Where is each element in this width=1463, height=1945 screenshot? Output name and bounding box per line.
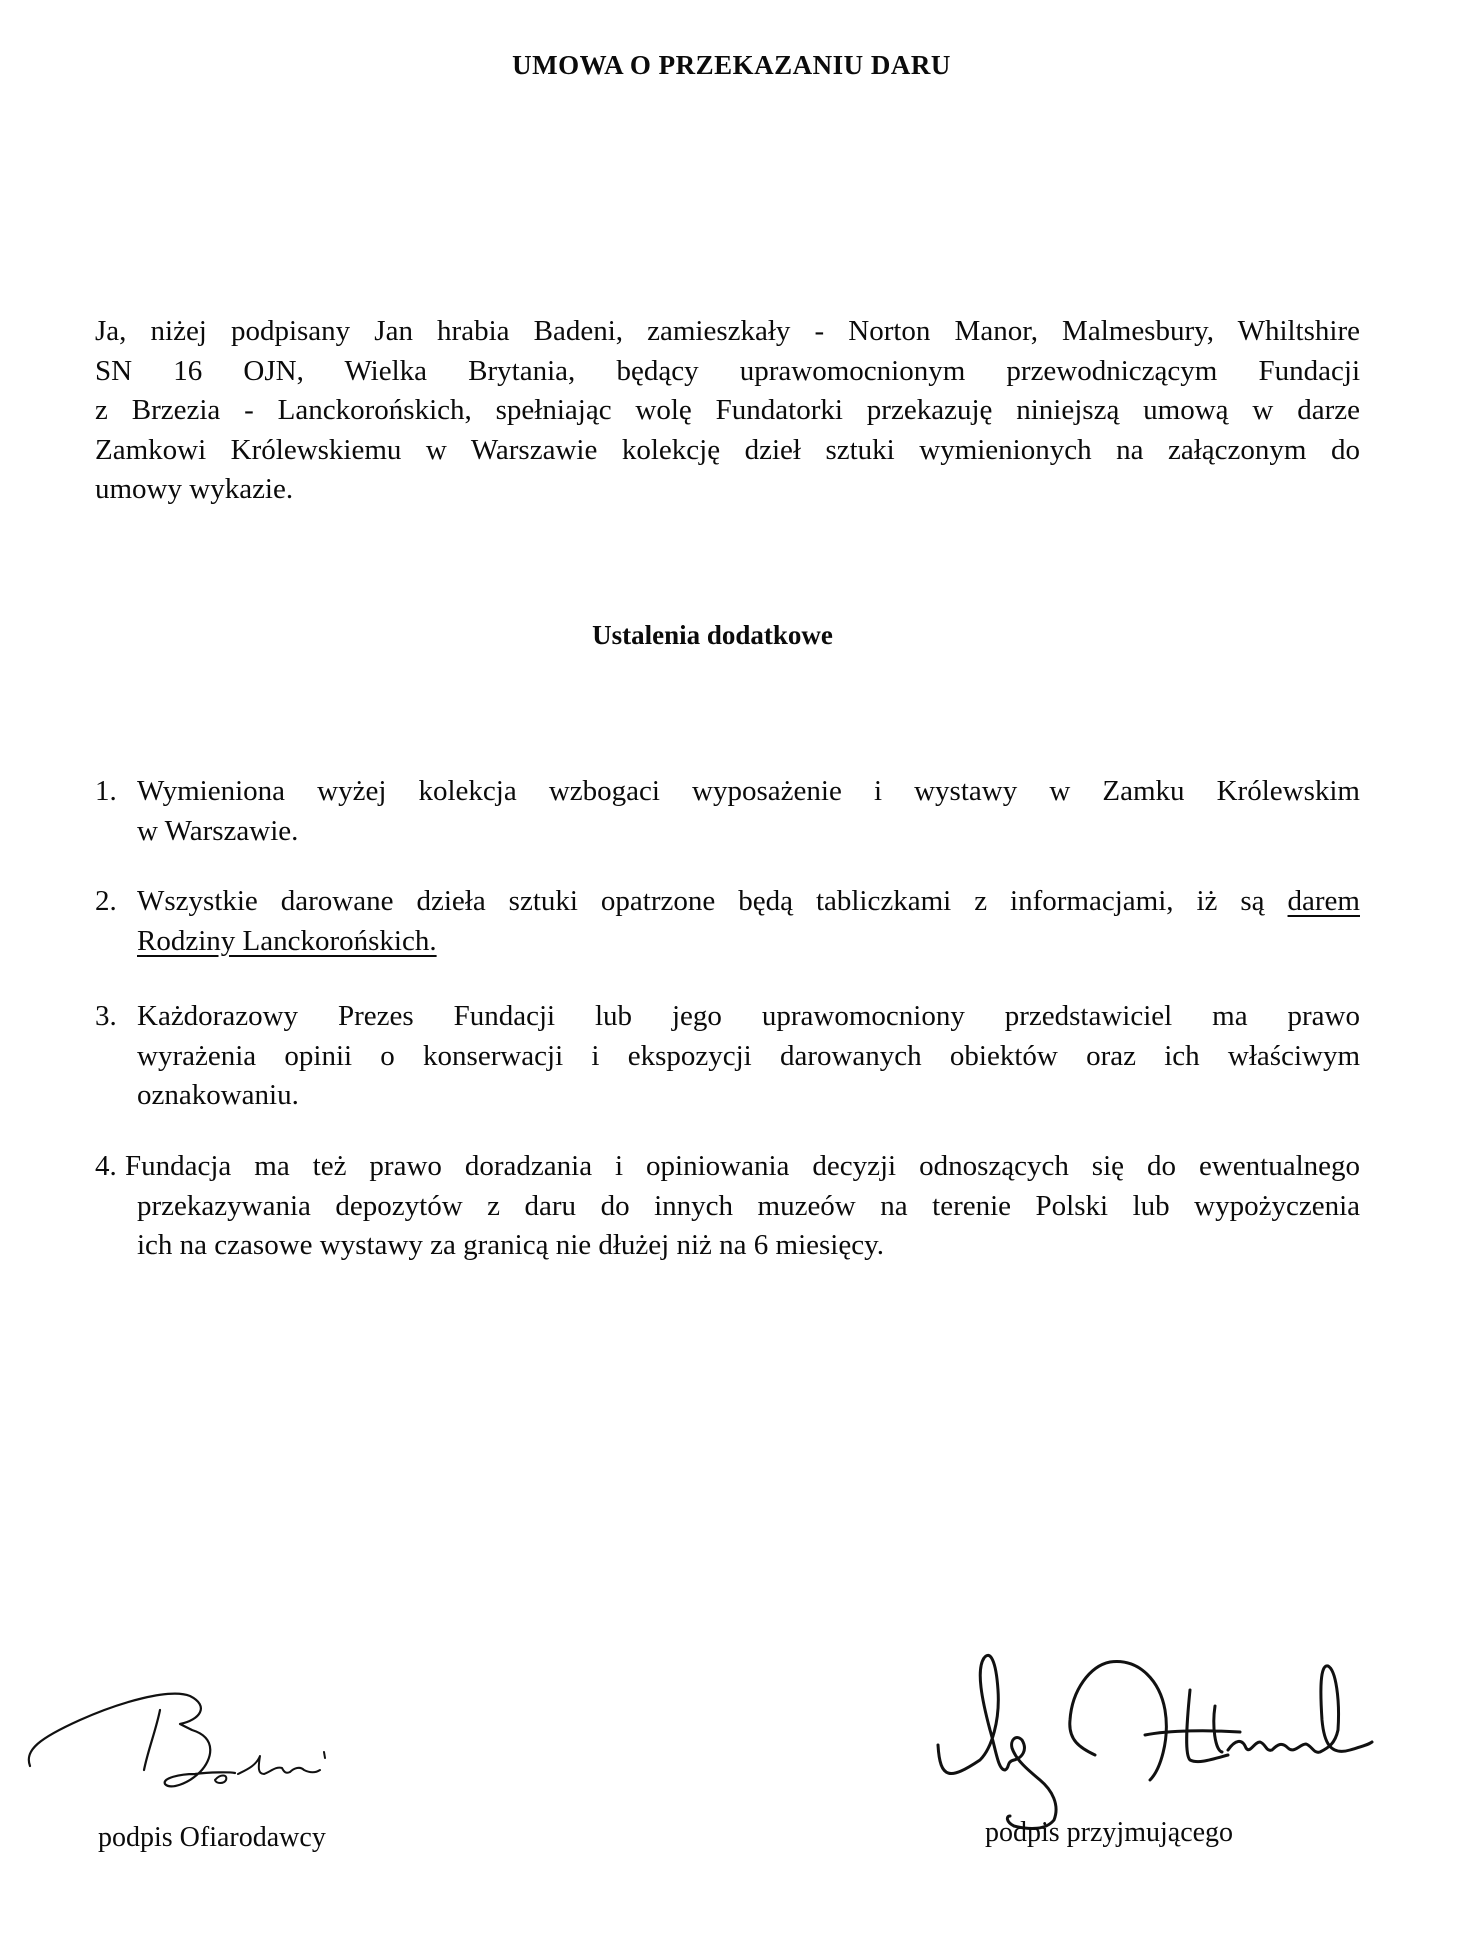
underlined-text: darem [1287, 885, 1360, 917]
list-item [95, 882, 1360, 961]
list-item-line: oznakowaniu. [137, 1079, 299, 1111]
list-item-number: 1. [95, 775, 117, 807]
recipient-signature-label: podpis przyjmującego [985, 1817, 1234, 1848]
list-item-line: przekazywania depozytów z daru do innych muzeów na terenie Polski lub wypożyczenia [137, 1189, 1360, 1222]
list-item-number: 2. [95, 885, 117, 917]
list-item [95, 997, 1360, 1116]
intro-line: umowy wykazie. [95, 473, 294, 505]
list-item-line: Wymieniona wyżej kolekcja wzbogaci wyposażenie i wystawy w Zamku Królewskim [137, 775, 1360, 807]
underlined-text: Rodziny Lanckorońskich. [137, 924, 437, 957]
list-item-text: Wszystkie darowane dzieła sztuki opatrzone będą tabliczkami z informacjami, iż są [137, 885, 1288, 917]
intro-paragraph [95, 312, 1360, 510]
list-item-line [95, 882, 1360, 922]
intro-line: Zamkowi Królewskiemu w Warszawie kolekcję dzieł sztuki wymienionych na załączonym do [95, 433, 1360, 466]
list-item-line: wyrażenia opinii o konserwacji i ekspozycji darowanych obiektów oraz ich właściwym [137, 1039, 1360, 1072]
list-item-line: Każdorazowy Prezes Fundacji lub jego uprawomocniony przedstawiciel ma prawo [137, 1000, 1360, 1032]
intro-line: z Brzezia - Lanckorońskich, spełniając wolę Fundatorki przekazuję niniejszą umową w darze [95, 394, 1360, 426]
list-item-line: w Warszawie. [137, 814, 299, 847]
list-item [95, 772, 1360, 851]
list-item-number: 3. [95, 1000, 117, 1032]
list-item [95, 1147, 1360, 1266]
list-item-line: ich na czasowe wystawy za granicą nie dłużej niż na 6 miesięcy. [137, 1229, 884, 1261]
intro-line: SN 16 OJN, Wielka Brytania, będący uprawomocnionym przewodniczącym Fundacji [95, 354, 1360, 387]
intro-line: Ja, niżej podpisany Jan hrabia Badeni, zamieszkały - Norton Manor, Malmesbury, Whiltshire [95, 315, 1360, 347]
list-item-line: Fundacja ma też prawo doradzania i opiniowania decyzji odnoszących się do ewentualnego [125, 1150, 1360, 1182]
list-item-line [95, 922, 1360, 962]
section-heading: Ustalenia dodatkowe [592, 620, 833, 650]
donor-signature-label: podpis Ofiarodawcy [98, 1822, 326, 1853]
document-title: UMOWA O PRZEKAZANIU DARU [512, 50, 951, 80]
donor-signature [20, 1680, 340, 1800]
list-item-number: 4. [95, 1150, 117, 1182]
